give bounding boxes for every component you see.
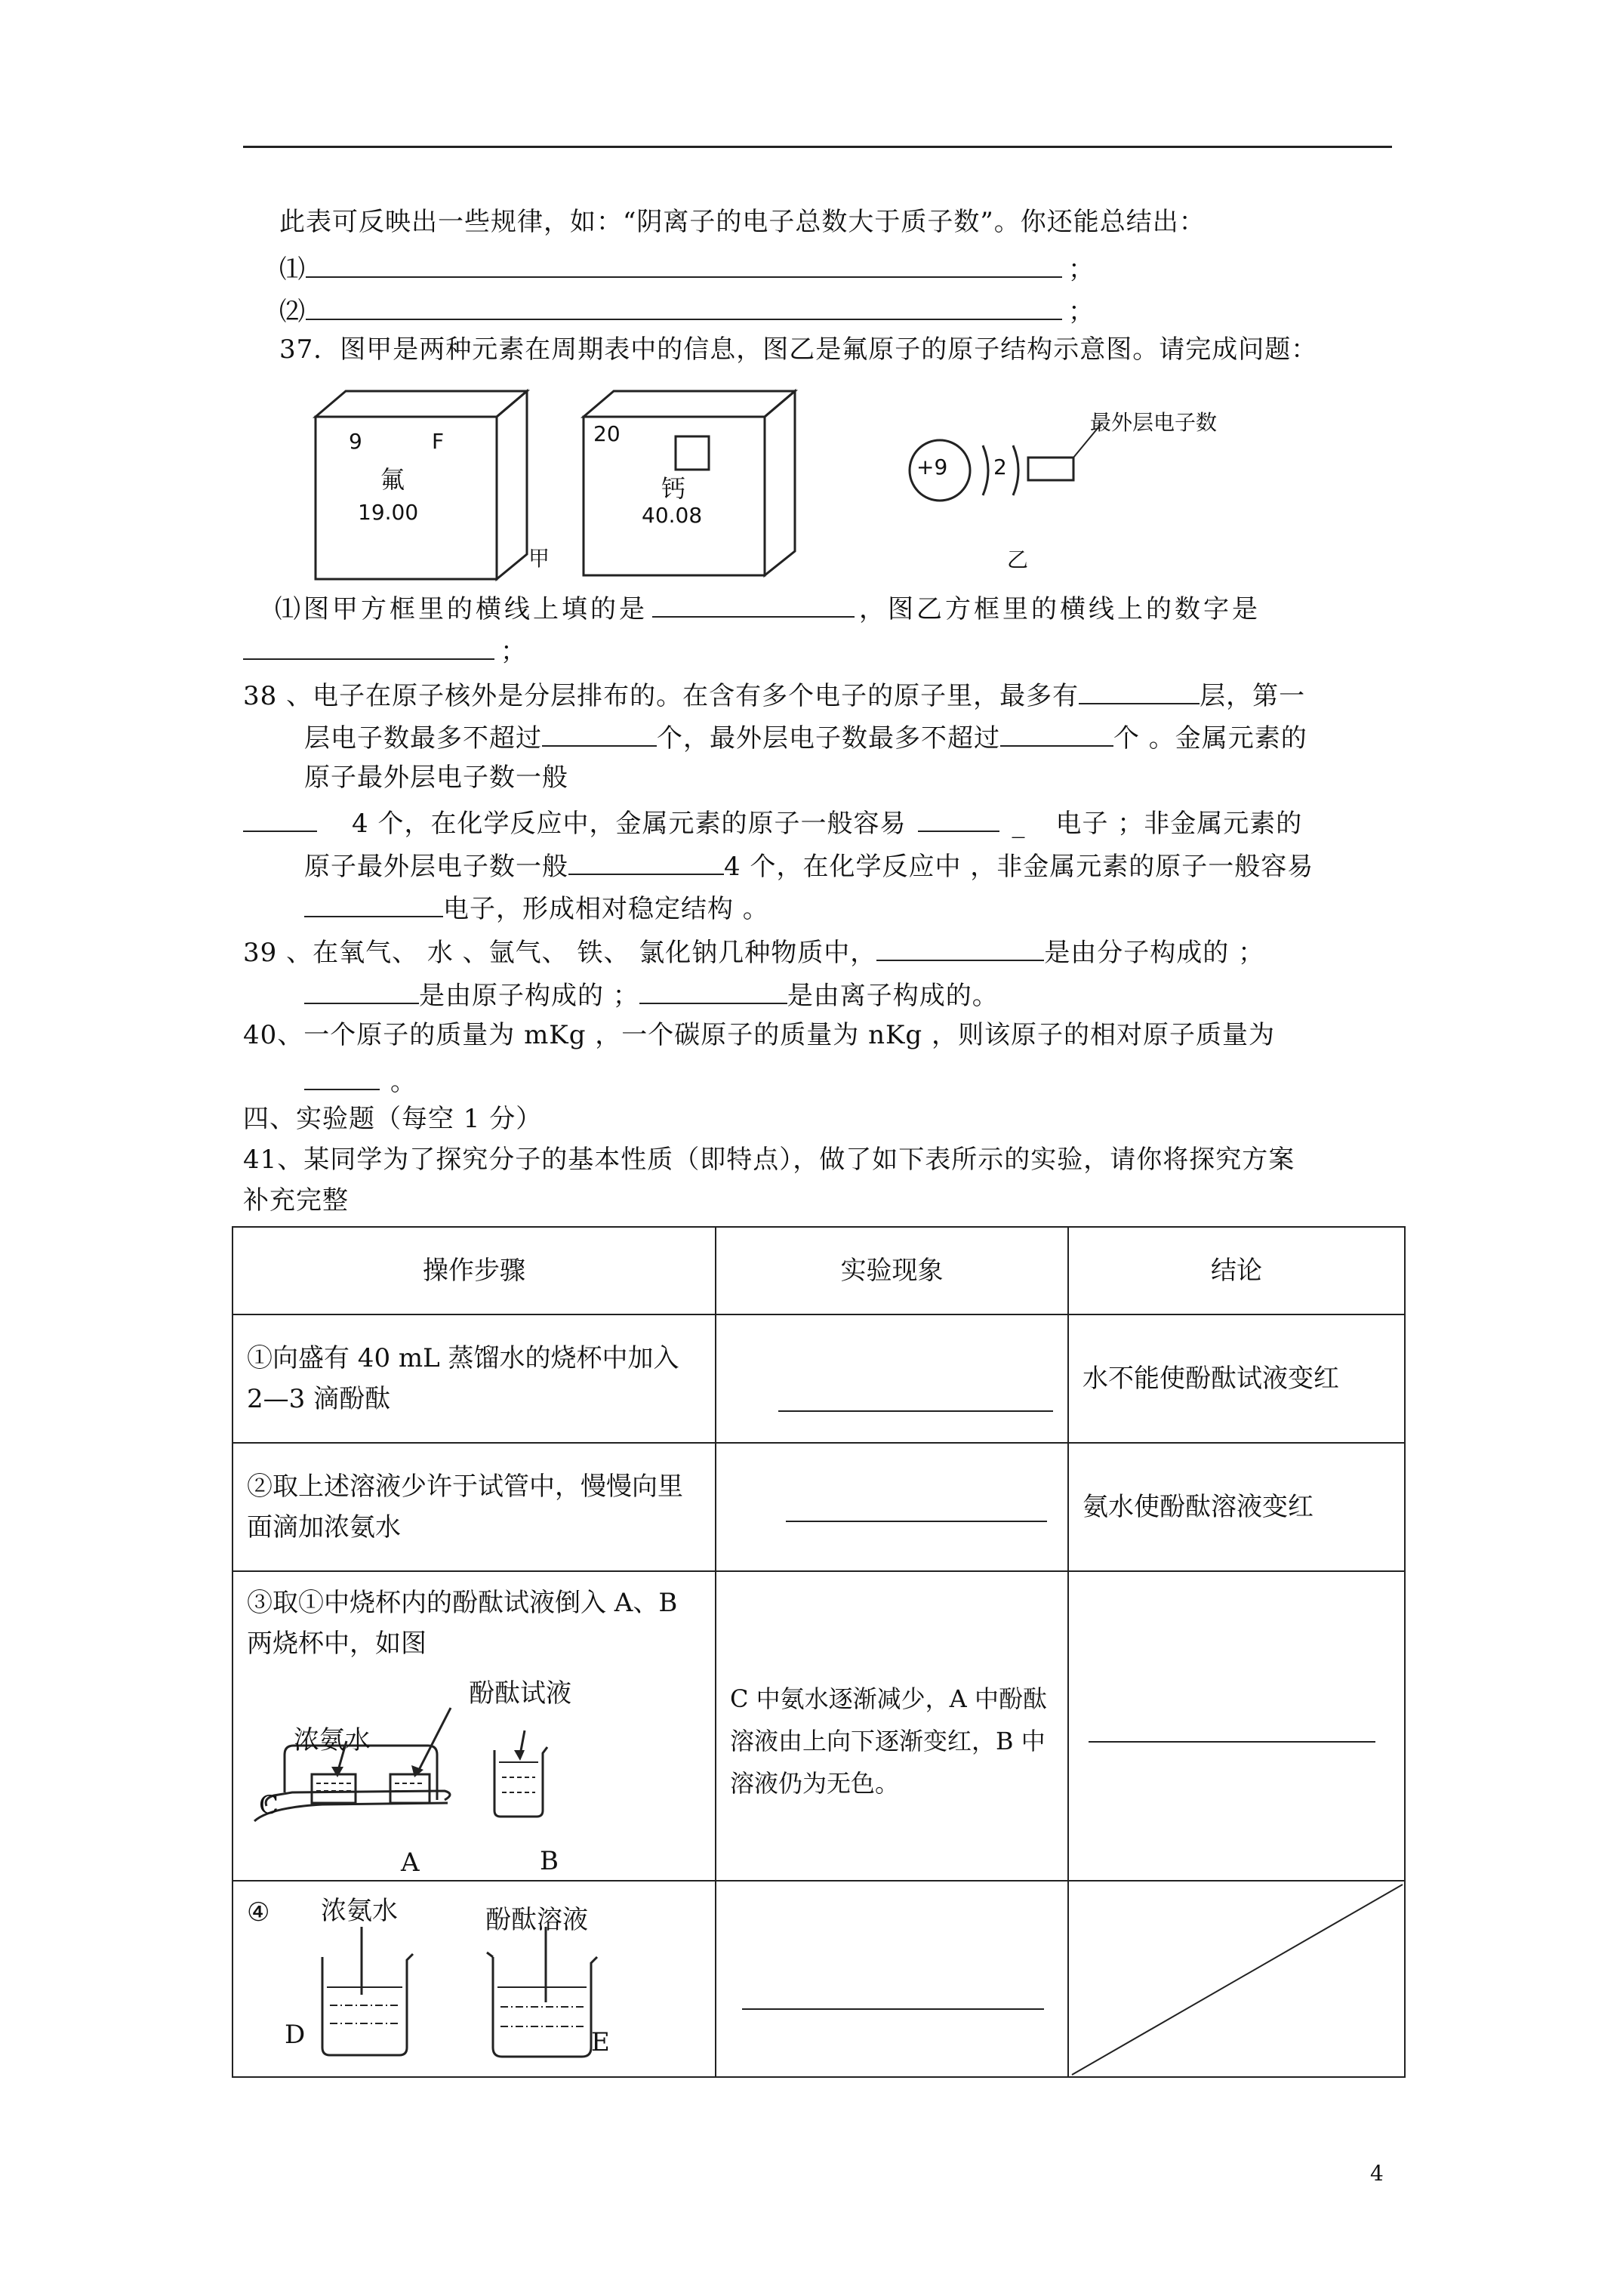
table-header-row bbox=[233, 1227, 1405, 1314]
fig3-label-ammonia: 浓氨水 bbox=[294, 1725, 371, 1755]
answer-blank bbox=[306, 249, 1062, 278]
row1-step: ①向盛有 40 mL 蒸馏水的烧杯中加入 2—3 滴酚酞 bbox=[233, 1314, 716, 1443]
answer-blank bbox=[243, 631, 494, 660]
row4-phenomenon bbox=[716, 1881, 1068, 2077]
q38-l5-b: 4 个，在化学反应中 ，非金属元素的原子一般容易 bbox=[724, 852, 1314, 882]
fig4-label-d: D bbox=[285, 2020, 306, 2050]
q38-l2-b: 个，最外层电子数最多不超过 bbox=[657, 723, 1000, 754]
element-box-calcium bbox=[576, 387, 810, 583]
fig3-label-phenolphthalein: 酚酞试液 bbox=[469, 1678, 571, 1709]
q38-l1-a: 38 、电子在原子核外是分层排布的。在含有多个电子的原子里，最多有 bbox=[243, 681, 1079, 711]
q40-line2 bbox=[304, 1062, 417, 1099]
fig4-label-phenolphthalein: 酚酞溶液 bbox=[485, 1905, 588, 1935]
intro-item-2 bbox=[279, 291, 1095, 328]
row4-step-num: ④ bbox=[247, 1897, 270, 1928]
calcium-mass: 40.08 bbox=[642, 503, 703, 528]
q37-sub1-end: ； bbox=[500, 636, 527, 667]
answer-blank bbox=[1089, 1740, 1375, 1743]
q39-l2-a: 是由原子构成的 ； bbox=[419, 981, 639, 1011]
nucleus-charge: +9 bbox=[916, 455, 948, 479]
fig3-label-a: A bbox=[401, 1848, 420, 1878]
fig3-label-c: C bbox=[259, 1790, 279, 1820]
header-phenomenon: 实验现象 bbox=[716, 1227, 1068, 1314]
fig3-label-b: B bbox=[540, 1846, 559, 1876]
outer-shell-callout: 最外层电子数 bbox=[1090, 410, 1218, 435]
intro-item-1-num: ⑴ bbox=[279, 254, 306, 285]
fluorine-name: 氟 bbox=[380, 465, 405, 494]
q37-sub1-line1 bbox=[275, 589, 1261, 626]
q38-line5 bbox=[304, 846, 1313, 883]
row3-phenomenon: C 中氨水逐渐减少，A 中酚酞溶液由上向下逐渐变红，B 中溶液仍为无色。 bbox=[716, 1571, 1068, 1881]
fluorine-number: 9 bbox=[349, 429, 362, 454]
q39-line2 bbox=[304, 975, 999, 1012]
page-number: 4 bbox=[1370, 2161, 1384, 2186]
row1-phenomenon bbox=[716, 1314, 1068, 1443]
q38-l2-c: 个 。金属元素的 bbox=[1113, 723, 1307, 754]
q37-stem: 37．图甲是两种元素在周期表中的信息，图乙是氟原子的原子结构示意图。请完成问题： bbox=[279, 334, 1318, 365]
fluorine-mass: 19.00 bbox=[358, 500, 419, 525]
shell-1-count: 2 bbox=[993, 455, 1007, 479]
intro-text: 此表可反映出一些规律，如：“阴离子的电子总数大于质子数”。你还能总结出： bbox=[279, 207, 1206, 237]
q38-l4-a: 4 个，在化学反应中，金属元素的原子一般容易 bbox=[352, 809, 907, 839]
q38-l4-b: _ bbox=[1012, 809, 1026, 839]
calcium-number: 20 bbox=[593, 421, 621, 446]
answer-blank bbox=[304, 1062, 380, 1090]
answer-blank bbox=[652, 589, 855, 618]
answer-blank bbox=[639, 975, 787, 1004]
row2-step: ②取上述溶液少许于试管中，慢慢向里面滴加浓氨水 bbox=[233, 1443, 716, 1571]
answer-blank bbox=[304, 889, 443, 917]
row3-step-text: ③取①中烧杯内的酚酞试液倒入 A、B 两烧杯中，如图 bbox=[247, 1588, 678, 1659]
table-row bbox=[233, 1571, 1405, 1881]
element-box-fluorine bbox=[308, 387, 542, 583]
calcium-name: 钙 bbox=[661, 474, 686, 503]
q38-l1-b: 层，第一 bbox=[1200, 681, 1306, 711]
answer-blank bbox=[568, 846, 724, 875]
section-4-title: 四、实验题（每空 1 分） bbox=[243, 1104, 543, 1134]
q41-line1: 41、某同学为了探究分子的基本性质（即特点），做了如下表所示的实验，请你将探究方案 bbox=[243, 1145, 1295, 1175]
row3-step bbox=[233, 1571, 716, 1881]
table-row bbox=[233, 1314, 1405, 1443]
label-yi: 乙 bbox=[1007, 547, 1029, 572]
header-conclusion: 结论 bbox=[1068, 1227, 1405, 1314]
intro-item-1 bbox=[279, 249, 1095, 286]
answer-blank bbox=[918, 803, 999, 832]
row3-conclusion bbox=[1068, 1571, 1405, 1881]
q37-sub1-b: ，图乙方框里的横线上的数字是 bbox=[859, 594, 1261, 624]
row2-conclusion: 氨水使酚酞溶液变红 bbox=[1068, 1443, 1405, 1571]
table-row bbox=[233, 1881, 1405, 2077]
answer-blank bbox=[304, 975, 419, 1004]
q38-line3: 原子最外层电子数一般 bbox=[304, 763, 568, 793]
label-jia: 甲 bbox=[528, 546, 550, 571]
answer-blank bbox=[742, 2007, 1044, 2010]
answer-blank bbox=[306, 291, 1062, 320]
row4-step bbox=[233, 1881, 716, 2077]
intro-item-2-num: ⑵ bbox=[279, 297, 306, 327]
row2-phenomenon bbox=[716, 1443, 1068, 1571]
header-step: 操作步骤 bbox=[233, 1227, 716, 1314]
q38-line4 bbox=[243, 803, 1302, 840]
q39-l1-a: 39 、在氧气、 水 、氩气、 铁、 氯化钠几种物质中， bbox=[243, 938, 877, 968]
q38-line2 bbox=[304, 718, 1307, 755]
q38-line1 bbox=[243, 676, 1305, 713]
answer-blank bbox=[542, 718, 657, 747]
answer-blank bbox=[243, 803, 317, 832]
q40-end: 。 bbox=[390, 1067, 417, 1097]
intro-item-1-end: ； bbox=[1068, 254, 1095, 285]
q39-l2-b: 是由离子构成的。 bbox=[787, 981, 999, 1011]
q37-sub1-a: ⑴图甲方框里的横线上填的是 bbox=[275, 594, 648, 624]
q38-l5-a: 原子最外层电子数一般 bbox=[304, 852, 568, 882]
answer-blank bbox=[786, 1519, 1047, 1522]
header-rule bbox=[243, 146, 1392, 148]
answer-blank bbox=[876, 932, 1044, 961]
q39-l1-b: 是由分子构成的 ； bbox=[1044, 938, 1265, 968]
answer-blank bbox=[778, 1409, 1053, 1412]
diagonal-strike bbox=[1069, 1881, 1406, 2078]
q39-line1 bbox=[243, 932, 1264, 969]
q38-l6: 电子，形成相对稳定结构 。 bbox=[443, 894, 769, 924]
q38-l2-a: 层电子数最多不超过 bbox=[304, 723, 542, 754]
row4-conclusion bbox=[1068, 1881, 1405, 2077]
q38-l4-c: 电子 ；非金属元素的 bbox=[1055, 809, 1303, 839]
answer-blank bbox=[1079, 676, 1200, 704]
fig4-label-e: E bbox=[591, 2027, 610, 2057]
row1-conclusion: 水不能使酚酞试液变红 bbox=[1068, 1314, 1405, 1443]
q41-line2: 补充完整 bbox=[243, 1185, 349, 1216]
intro-item-2-end: ； bbox=[1068, 297, 1095, 327]
q37-sub1-line2 bbox=[243, 631, 527, 668]
fluorine-symbol: F bbox=[432, 429, 445, 454]
q38-line6 bbox=[304, 889, 769, 926]
answer-blank bbox=[1000, 718, 1113, 747]
fig4-label-ammonia: 浓氨水 bbox=[321, 1896, 398, 1926]
table-row bbox=[233, 1443, 1405, 1571]
experiment-table bbox=[232, 1226, 1406, 2078]
q40-line1: 40、一个原子的质量为 mKg ，一个碳原子的质量为 nKg ，则该原子的相对原子质量为 bbox=[243, 1020, 1275, 1050]
